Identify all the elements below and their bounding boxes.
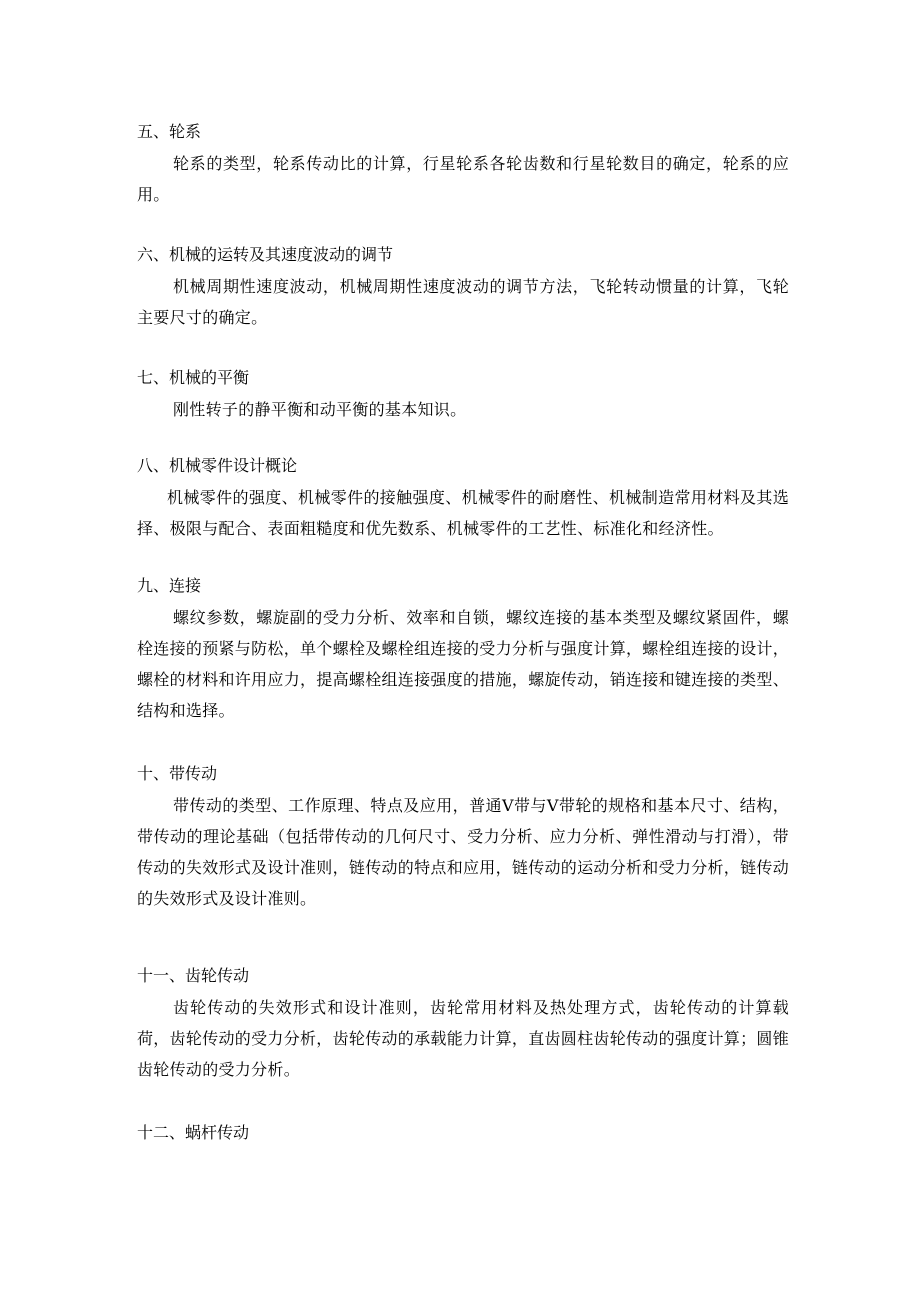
- section-heading-9: 九、连接: [137, 576, 202, 595]
- section-body-5: 轮系的类型，轮系传动比的计算，行星轮系各轮齿数和行星轮数目的确定，轮系的应用。: [137, 154, 789, 204]
- section-body-11: 齿轮传动的失效形式和设计准则，齿轮常用材料及热处理方式，齿轮传动的计算载荷，齿轮传动的受力分析，齿轮传动的承载能力计算，直齿圆柱齿轮传动的强度计算；圆锥齿轮传动的受力分析。: [137, 998, 790, 1079]
- section-heading-10: 十、带传动: [137, 764, 218, 783]
- section-heading-7: 七、机械的平衡: [137, 368, 250, 387]
- section-body-8: 机械零件的强度、机械零件的接触强度、机械零件的耐磨性、机械制造常用材料及其选择、极限与配合、表面粗糙度和优先数系、机械零件的工艺性、标准化和经济性。: [137, 488, 789, 538]
- section-body-7: 刚性转子的静平衡和动平衡的基本知识。: [173, 400, 467, 419]
- section-heading-5: 五、轮系: [137, 122, 202, 141]
- section-body-6: 机械周期性速度波动，机械周期性速度波动的调节方法，飞轮转动惯量的计算，飞轮主要尺寸的确定。: [137, 277, 789, 327]
- section-body-10: 带传动的类型、工作原理、特点及应用，普通V带与V带轮的规格和基本尺寸、结构，带传动的理论基础（包括带传动的几何尺寸、受力分析、应力分析、弹性滑动与打滑），带传动的失效形式及设计准则，链传动的特点和应用，链传动的运动分析和受力分析，链传动的失效形式及设计准则。: [137, 796, 790, 908]
- section-body-9: 螺纹参数，螺旋副的受力分析、效率和自锁，螺纹连接的基本类型及螺纹紧固件，螺栓连接的预紧与防松，单个螺栓及螺栓组连接的受力分析与强度计算，螺栓组连接的设计，螺栓的材料和许用应力，提高螺栓组连接强度的措施，螺旋传动，销连接和键连接的类型、结构和选择。: [137, 608, 790, 720]
- section-heading-6: 六、机械的运转及其速度波动的调节: [137, 245, 394, 264]
- section-heading-8: 八、机械零件设计概论: [137, 456, 298, 475]
- section-heading-12: 十二、蜗杆传动: [137, 1123, 250, 1142]
- section-heading-11: 十一、齿轮传动: [137, 966, 250, 985]
